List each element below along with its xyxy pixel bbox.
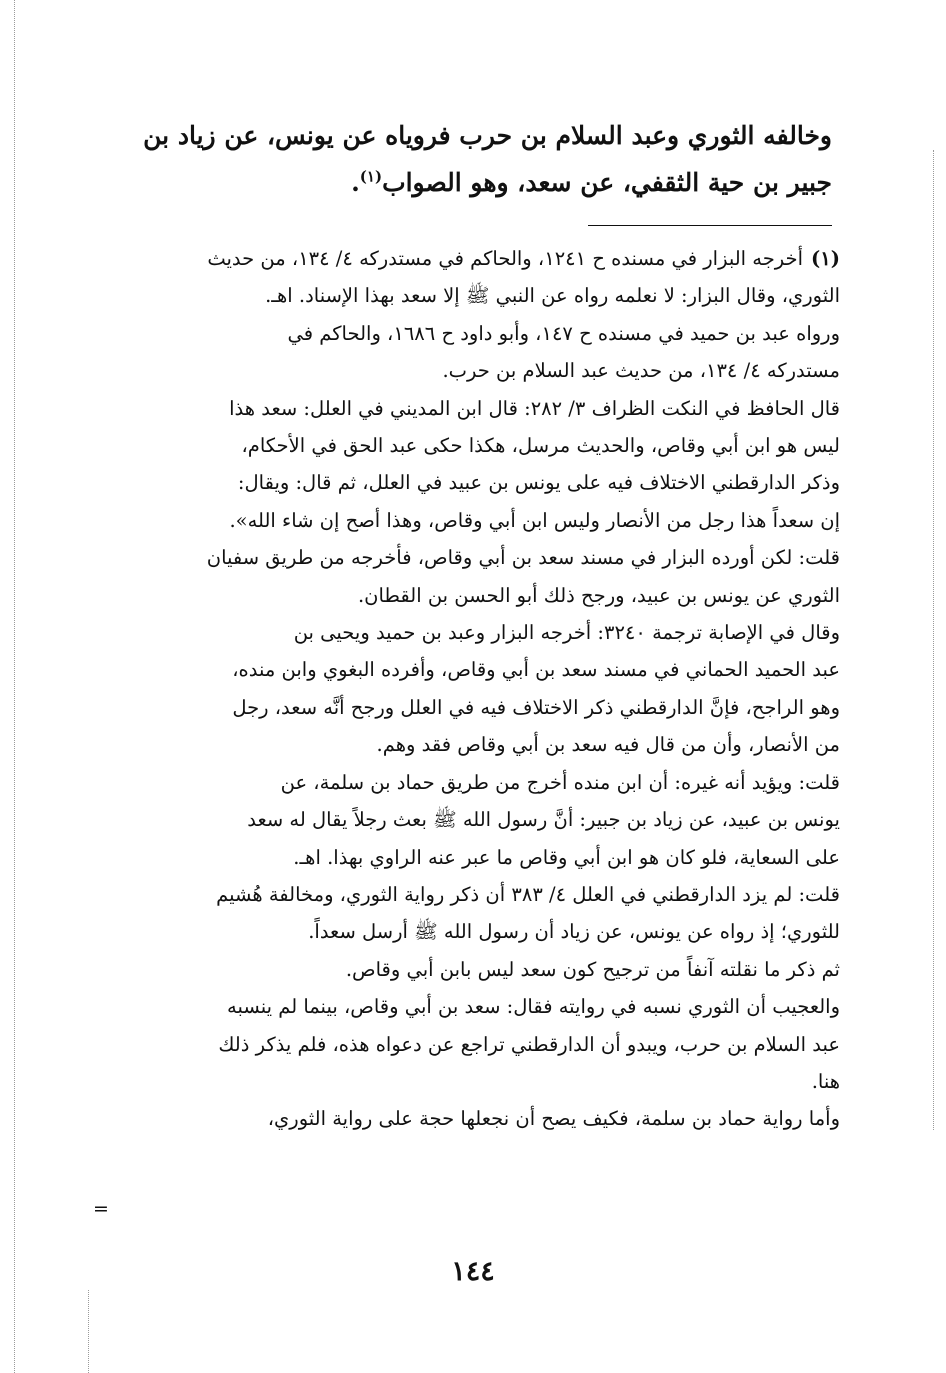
footnote-line-19: للثوري؛ إذ رواه عن يونس، عن زياد أن رسول الله ﷺ أرسل سعداً. bbox=[308, 920, 840, 944]
main-text bbox=[100, 112, 832, 206]
footnote-line-17: على السعاية، فلو كان هو ابن أبي وقاص ما عبر عنه الراوي بهذا. اهـ. bbox=[293, 845, 840, 869]
footnote-line-7: وذكر الدارقطني الاختلاف فيه على يونس بن عبيد في العلل، ثم قال: ويقال: bbox=[237, 471, 840, 495]
footnote-separator bbox=[588, 225, 832, 226]
footnotes bbox=[102, 240, 840, 1138]
footnote-line-18: قلت: لم يزد الدارقطني في العلل ٤/ ٣٨٣ أن ذكر رواية الثوري، ومخالفة هُشيم bbox=[216, 882, 840, 906]
footnote-line-14: من الأنصار، وأن من قال فيه سعد بن أبي وقاص فقد وهم. bbox=[376, 733, 840, 757]
footnote-line-13: وهو الراجح، فإنَّ الدارقطني ذكر الاختلاف فيه في العلل ورجح أنَّه سعد، رجل bbox=[232, 695, 840, 719]
footnote-line-12: عبد الحميد الحماني في مسند سعد بن أبي وقاص، وأفرده البغوي وابن منده، bbox=[232, 658, 840, 682]
footnote-line-20: ثم ذكر ما نقلته آنفاً من ترجيح كون سعد ليس بابن أبي وقاص. bbox=[345, 957, 840, 981]
footnote-line-5: قال الحافظ في النكت الظراف ٣/ ٢٨٢: قال ابن المديني في العلل: سعد هذا bbox=[229, 396, 840, 420]
scan-mark-bottom bbox=[88, 1290, 90, 1373]
footnote-line-8: إن سعداً هذا رجل من الأنصار وليس ابن أبي وقاص، وهذا أصح إن شاء الله». bbox=[229, 508, 840, 532]
scan-edge-left bbox=[14, 0, 16, 1373]
continuation-mark: = bbox=[93, 1198, 109, 1220]
footnote-line-16: يونس بن عبيد، عن زياد بن جبير: أنَّ رسول الله ﷺ بعث رجلاً يقال له سعد bbox=[247, 808, 840, 832]
page-number: ١٤٤ bbox=[451, 1256, 495, 1287]
main-line-1: وخالفه الثوري وعبد السلام بن حرب فروياه عن يونس، عن زياد بن bbox=[143, 121, 832, 150]
footnote-line-3: ورواه عبد بن حميد في مسنده ح ١٤٧، وأبو داود ح ١٦٨٦، والحاكم في bbox=[287, 321, 840, 345]
footnote-line-4: مستدركه ٤/ ١٣٤، من حديث عبد السلام بن حرب. bbox=[442, 359, 840, 383]
footnote-line-10: الثوري عن يونس بن عبيد، ورجح ذلك أبو الحسن بن القطان. bbox=[357, 583, 840, 607]
footnote-line-21: والعجيب أن الثوري نسبه في روايته فقال: سعد بن أبي وقاص، بينما لم ينسبه bbox=[226, 995, 840, 1019]
footnote-line-24: وأما رواية حماد بن سلمة، فكيف يصح أن نجعلها حجة على رواية الثوري، bbox=[267, 1107, 840, 1131]
main-line-2 bbox=[100, 159, 832, 206]
scan-edge-right bbox=[933, 150, 935, 1130]
footnote-line-2: الثوري، وقال البزار: لا نعلمه رواه عن النبي ﷺ إلا سعد بهذا الإسناد. اهـ. bbox=[265, 284, 840, 308]
footnote-number: (١) bbox=[811, 247, 840, 270]
footnote-line-6: ليس هو ابن أبي وقاص، والحديث مرسل، هكذا حكى عبد الحق في الأحكام، bbox=[241, 434, 840, 458]
footnote-line-15: قلت: ويؤيد أنه غيره: أن ابن منده أخرج من طريق حماد بن سلمة، عن bbox=[280, 770, 840, 794]
main-line-2-text: جبير بن حية الثقفي، عن سعد، وهو الصواب bbox=[382, 168, 832, 197]
footnote-line-23: هنا. bbox=[811, 1069, 840, 1093]
footnote-line-1: أخرجه البزار في مسنده ح ١٢٤١، والحاكم في مستدركه ٤/ ١٣٤، من حديث bbox=[207, 247, 804, 270]
footnote-line-9: قلت: لكن أورده البزار في مسند سعد بن أبي وقاص، فأخرجه من طريق سفيان bbox=[206, 546, 840, 570]
footnote-line-22: عبد السلام بن حرب، ويبدو أن الدارقطني تراجع عن دعواه هذه، فلم يذكر ذلك bbox=[218, 1032, 840, 1056]
main-line-2-end: . bbox=[351, 168, 360, 197]
footnote-reference[interactable]: (١) bbox=[359, 167, 383, 186]
footnote-line-11: وقال في الإصابة ترجمة ٣٢٤٠: أخرجه البزار وعبد بن حميد ويحيى بن bbox=[293, 621, 840, 645]
footnote-line bbox=[102, 240, 840, 277]
